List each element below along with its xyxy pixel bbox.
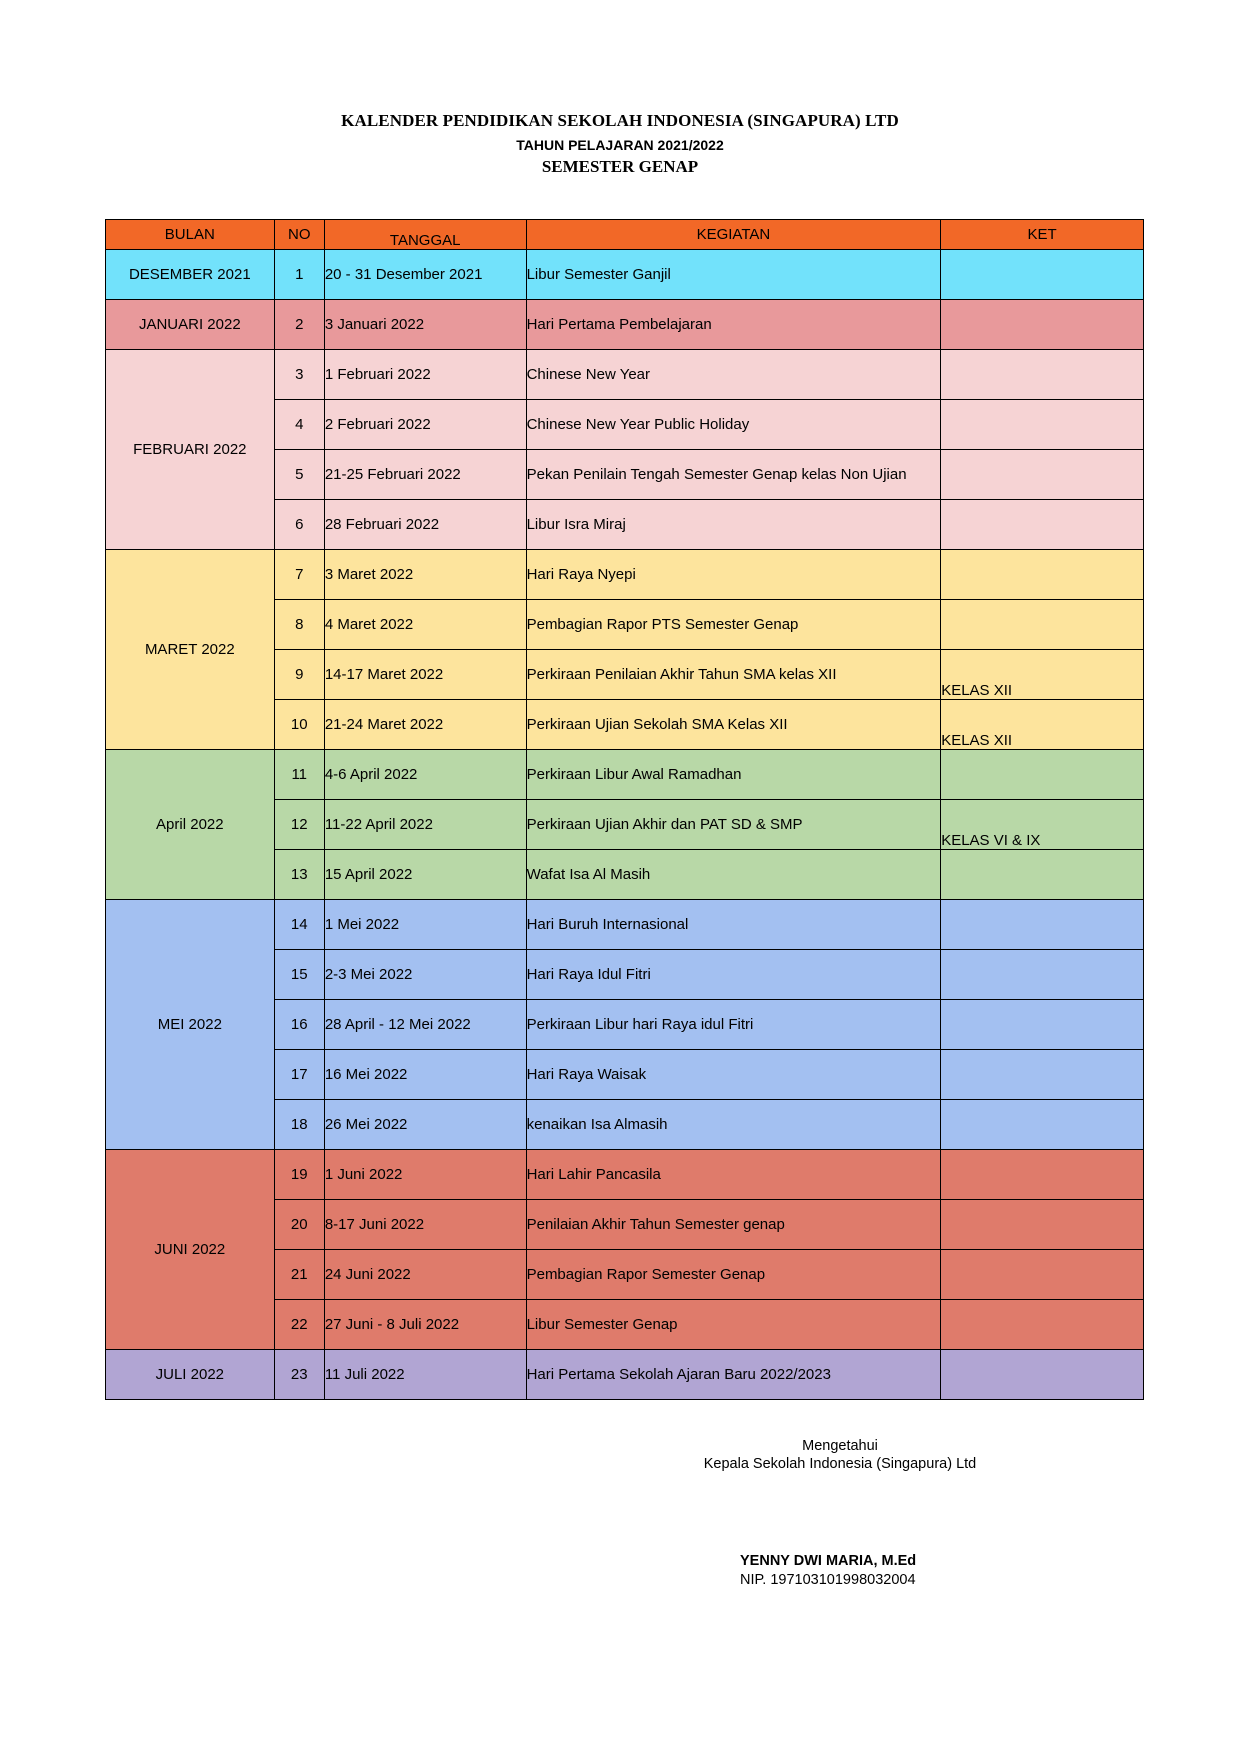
column-header-bulan: BULAN (106, 220, 275, 250)
date-cell: 14-17 Maret 2022 (324, 650, 526, 700)
date-cell: 11-22 April 2022 (324, 800, 526, 850)
row-number: 7 (274, 550, 324, 600)
month-cell: FEBRUARI 2022 (106, 350, 275, 550)
activity-cell: Perkiraan Libur Awal Ramadhan (526, 750, 941, 800)
table-header-row (106, 220, 1144, 250)
row-number: 13 (274, 850, 324, 900)
activity-cell: Libur Semester Ganjil (526, 250, 941, 300)
row-number: 1 (274, 250, 324, 300)
activity-cell: Pekan Penilain Tengah Semester Genap kelas Non Ujian (526, 450, 941, 500)
principal-nip: NIP. 197103101998032004 (740, 1572, 916, 1588)
note-cell (941, 350, 1144, 400)
note-cell (941, 1200, 1144, 1250)
row-number: 18 (274, 1100, 324, 1150)
activity-cell: Hari Pertama Sekolah Ajaran Baru 2022/2023 (526, 1350, 941, 1400)
activity-cell: Chinese New Year Public Holiday (526, 400, 941, 450)
acknowledged-label: Mengetahui (802, 1438, 878, 1454)
activity-cell: Pembagian Rapor Semester Genap (526, 1250, 941, 1300)
month-cell: DESEMBER 2021 (106, 250, 275, 300)
month-cell: MARET 2022 (106, 550, 275, 750)
row-number: 16 (274, 1000, 324, 1050)
note-cell: KELAS VI & IX (941, 800, 1144, 850)
date-cell: 4-6 April 2022 (324, 750, 526, 800)
activity-cell: Hari Lahir Pancasila (526, 1150, 941, 1200)
note-cell (941, 1150, 1144, 1200)
note-cell (941, 1100, 1144, 1150)
row-number: 4 (274, 400, 324, 450)
table-row (106, 1350, 1144, 1400)
activity-cell: Penilaian Akhir Tahun Semester genap (526, 1200, 941, 1250)
note-cell (941, 550, 1144, 600)
row-number: 22 (274, 1300, 324, 1350)
date-cell: 24 Juni 2022 (324, 1250, 526, 1300)
date-cell: 1 Juni 2022 (324, 1150, 526, 1200)
date-cell: 8-17 Juni 2022 (324, 1200, 526, 1250)
note-cell (941, 1050, 1144, 1100)
note-cell: KELAS XII (941, 700, 1144, 750)
date-cell: 21-25 Februari 2022 (324, 450, 526, 500)
table-row (106, 550, 1144, 600)
column-header-ket: KET (941, 220, 1144, 250)
row-number: 20 (274, 1200, 324, 1250)
signature-block (690, 1437, 990, 1473)
row-number: 21 (274, 1250, 324, 1300)
table-row (106, 900, 1144, 950)
row-number: 14 (274, 900, 324, 950)
date-cell: 27 Juni - 8 Juli 2022 (324, 1300, 526, 1350)
date-cell: 26 Mei 2022 (324, 1100, 526, 1150)
date-cell: 28 Februari 2022 (324, 500, 526, 550)
date-cell: 21-24 Maret 2022 (324, 700, 526, 750)
date-cell: 3 Januari 2022 (324, 300, 526, 350)
activity-cell: Pembagian Rapor PTS Semester Genap (526, 600, 941, 650)
note-cell (941, 450, 1144, 500)
note-cell (941, 900, 1144, 950)
date-cell: 1 Februari 2022 (324, 350, 526, 400)
activity-cell: Wafat Isa Al Masih (526, 850, 941, 900)
date-cell: 11 Juli 2022 (324, 1350, 526, 1400)
note-cell: KELAS XII (941, 650, 1144, 700)
column-header-tanggal: TANGGAL (324, 220, 526, 250)
note-cell (941, 500, 1144, 550)
date-cell: 20 - 31 Desember 2021 (324, 250, 526, 300)
semester-label: SEMESTER GENAP (541, 157, 699, 176)
row-number: 12 (274, 800, 324, 850)
date-cell: 16 Mei 2022 (324, 1050, 526, 1100)
document-title: KALENDER PENDIDIKAN SEKOLAH INDONESIA (SINGAPURA) LTD (341, 111, 899, 130)
note-cell (941, 1250, 1144, 1300)
table-row (106, 350, 1144, 400)
academic-year: TAHUN PELAJARAN 2021/2022 (516, 137, 724, 153)
note-cell (941, 1000, 1144, 1050)
month-cell: MEI 2022 (106, 900, 275, 1150)
note-cell (941, 750, 1144, 800)
activity-cell: Perkiraan Ujian Akhir dan PAT SD & SMP (526, 800, 941, 850)
activity-cell: Hari Buruh Internasional (526, 900, 941, 950)
note-cell (941, 1300, 1144, 1350)
row-number: 8 (274, 600, 324, 650)
column-header-kegiatan: KEGIATAN (526, 220, 941, 250)
activity-cell: Hari Raya Idul Fitri (526, 950, 941, 1000)
row-number: 5 (274, 450, 324, 500)
date-cell: 4 Maret 2022 (324, 600, 526, 650)
activity-cell: Chinese New Year (526, 350, 941, 400)
note-cell (941, 1350, 1144, 1400)
row-number: 15 (274, 950, 324, 1000)
date-cell: 15 April 2022 (324, 850, 526, 900)
activity-cell: Libur Semester Genap (526, 1300, 941, 1350)
date-cell: 1 Mei 2022 (324, 900, 526, 950)
note-cell (941, 300, 1144, 350)
note-cell (941, 850, 1144, 900)
row-number: 6 (274, 500, 324, 550)
principal-position: Kepala Sekolah Indonesia (Singapura) Ltd (703, 1456, 977, 1472)
note-cell (941, 250, 1144, 300)
row-number: 19 (274, 1150, 324, 1200)
note-cell (941, 950, 1144, 1000)
date-cell: 2 Februari 2022 (324, 400, 526, 450)
table-row (106, 250, 1144, 300)
note-cell (941, 400, 1144, 450)
date-cell: 28 April - 12 Mei 2022 (324, 1000, 526, 1050)
activity-cell: Perkiraan Libur hari Raya idul Fitri (526, 1000, 941, 1050)
month-cell: April 2022 (106, 750, 275, 900)
table-row (106, 1150, 1144, 1200)
activity-cell: Hari Raya Waisak (526, 1050, 941, 1100)
calendar-table (105, 219, 1144, 1400)
date-cell: 2-3 Mei 2022 (324, 950, 526, 1000)
activity-cell: Hari Pertama Pembelajaran (526, 300, 941, 350)
month-cell: JANUARI 2022 (106, 300, 275, 350)
row-number: 17 (274, 1050, 324, 1100)
activity-cell: Perkiraan Penilaian Akhir Tahun SMA kelas XII (526, 650, 941, 700)
month-cell: JULI 2022 (106, 1350, 275, 1400)
activity-cell: Hari Raya Nyepi (526, 550, 941, 600)
note-cell (941, 600, 1144, 650)
activity-cell: Perkiraan Ujian Sekolah SMA Kelas XII (526, 700, 941, 750)
table-row (106, 300, 1144, 350)
row-number: 11 (274, 750, 324, 800)
table-row (106, 750, 1144, 800)
row-number: 3 (274, 350, 324, 400)
row-number: 23 (274, 1350, 324, 1400)
month-cell: JUNI 2022 (106, 1150, 275, 1350)
row-number: 9 (274, 650, 324, 700)
row-number: 10 (274, 700, 324, 750)
column-header-no: NO (274, 220, 324, 250)
principal-name: YENNY DWI MARIA, M.Ed (740, 1553, 917, 1569)
activity-cell: kenaikan Isa Almasih (526, 1100, 941, 1150)
row-number: 2 (274, 300, 324, 350)
date-cell: 3 Maret 2022 (324, 550, 526, 600)
activity-cell: Libur Isra Miraj (526, 500, 941, 550)
